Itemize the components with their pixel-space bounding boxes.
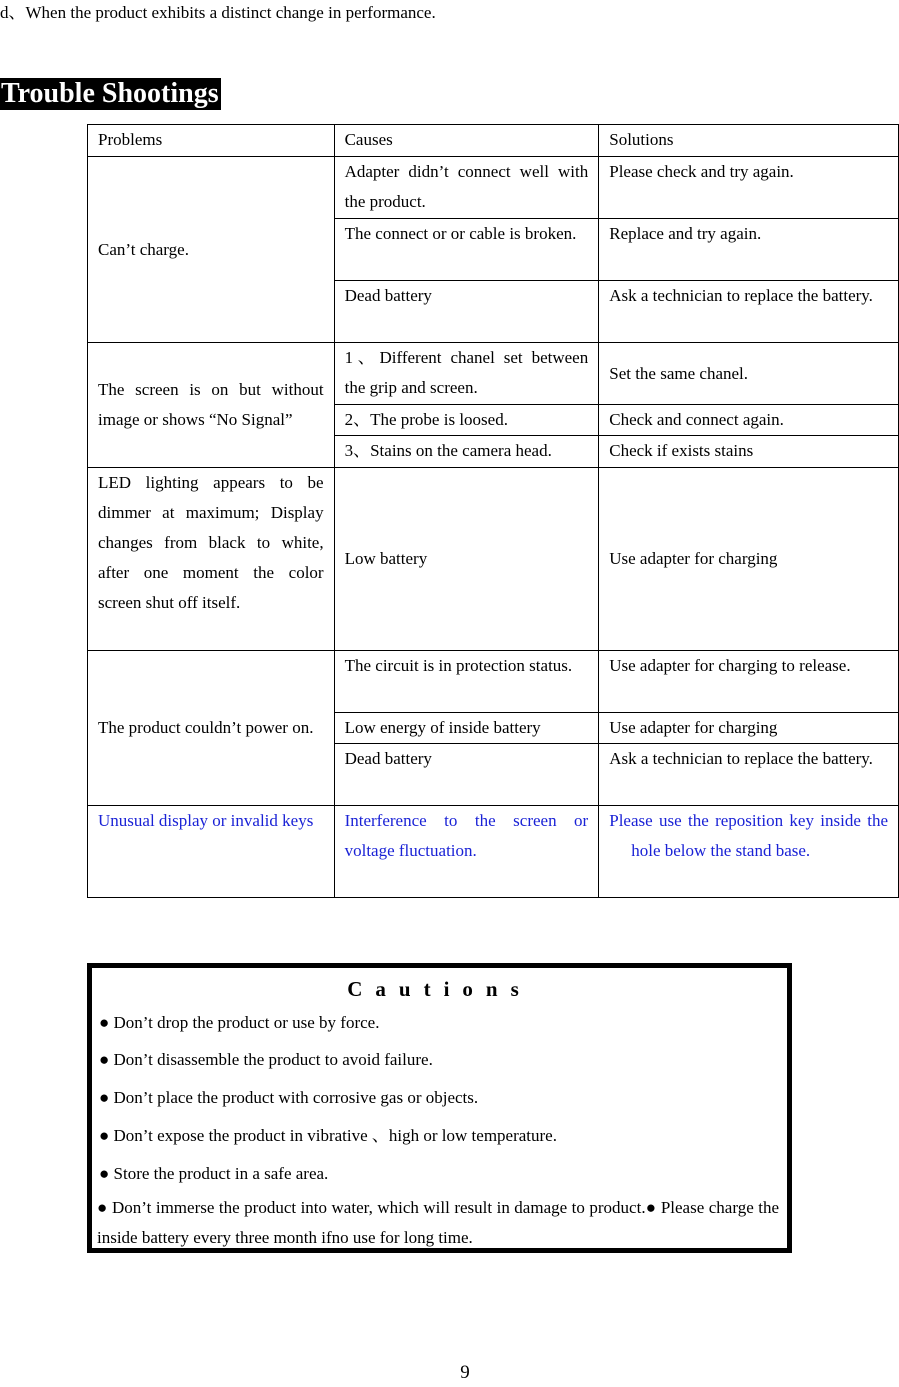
solution-cell: Please check and try again. (599, 157, 899, 219)
problem-cell: LED lighting appears to be dimmer at maximum; Display changes from black to white, after one moment the color screen shut off itself. (88, 468, 335, 651)
solution-cell: Replace and try again. (599, 219, 899, 281)
header-solutions: Solutions (599, 125, 899, 157)
solution-cell: Use adapter for charging (599, 468, 899, 651)
caution-item: ● Don’t drop the product or use by force. (99, 1013, 380, 1032)
problem-cell: Unusual display or invalid keys (88, 806, 335, 898)
problem-cell: The product couldn’t power on. (88, 651, 335, 806)
solution-cell: Please use the reposition key inside the hole below the stand base. (599, 806, 899, 898)
solution-cell: Use adapter for charging to release. (599, 651, 899, 713)
problem-cell: Can’t charge. (88, 157, 335, 343)
page-number: 9 (460, 1362, 470, 1383)
solution-cell: Use adapter for charging (599, 713, 899, 744)
cautions-box (87, 963, 792, 1253)
cause-cell: Dead battery (334, 744, 599, 806)
cause-cell: 3、Stains on the camera head. (334, 436, 599, 468)
cause-cell: The connect or or cable is broken. (334, 219, 599, 281)
solution-cell: Ask a technician to replace the battery. (599, 281, 899, 343)
troubleshooting-table (87, 124, 899, 898)
cause-cell: 2、The probe is loosed. (334, 405, 599, 436)
table-row (88, 157, 899, 219)
solution-cell: Check if exists stains (599, 436, 899, 468)
cause-cell: Adapter didn’t connect well with the product. (334, 157, 599, 219)
table-row (88, 468, 899, 651)
cause-cell: Dead battery (334, 281, 599, 343)
cautions-title: Cautions (347, 977, 532, 1001)
caution-item: ● Don’t immerse the product into water, which will result in damage to product.● Please charge the inside battery every three month ifno use for long time. (97, 1198, 779, 1247)
header-problems: Problems (88, 125, 335, 157)
cause-cell: The circuit is in protection status. (334, 651, 599, 713)
solution-cell: Ask a technician to replace the battery. (599, 744, 899, 806)
problem-cell: The screen is on but without image or shows “No Signal” (88, 343, 335, 468)
caution-item: ● Don’t expose the product in vibrative 、high or low temperature. (99, 1126, 557, 1145)
cause-cell: Interference to the screen or voltage fluctuation. (334, 806, 599, 898)
caution-item: ● Store the product in a safe area. (99, 1164, 329, 1183)
cause-cell: Low energy of inside battery (334, 713, 599, 744)
cause-cell: 1、Different chanel set between the grip and screen. (334, 343, 599, 405)
table-row (88, 806, 899, 898)
section-title: Trouble Shootings (1, 78, 219, 109)
caution-item: ● Don’t place the product with corrosive gas or objects. (99, 1088, 479, 1107)
caution-item: ● Don’t disassemble the product to avoid failure. (99, 1050, 433, 1069)
table-row (88, 651, 899, 713)
solution-cell: Check and connect again. (599, 405, 899, 436)
table-row (88, 343, 899, 405)
table-header-row (88, 125, 899, 157)
intro-text: d、When the product exhibits a distinct change in performance. (0, 3, 436, 22)
header-causes: Causes (334, 125, 599, 157)
cause-cell: Low battery (334, 468, 599, 651)
solution-cell: Set the same chanel. (599, 343, 899, 405)
